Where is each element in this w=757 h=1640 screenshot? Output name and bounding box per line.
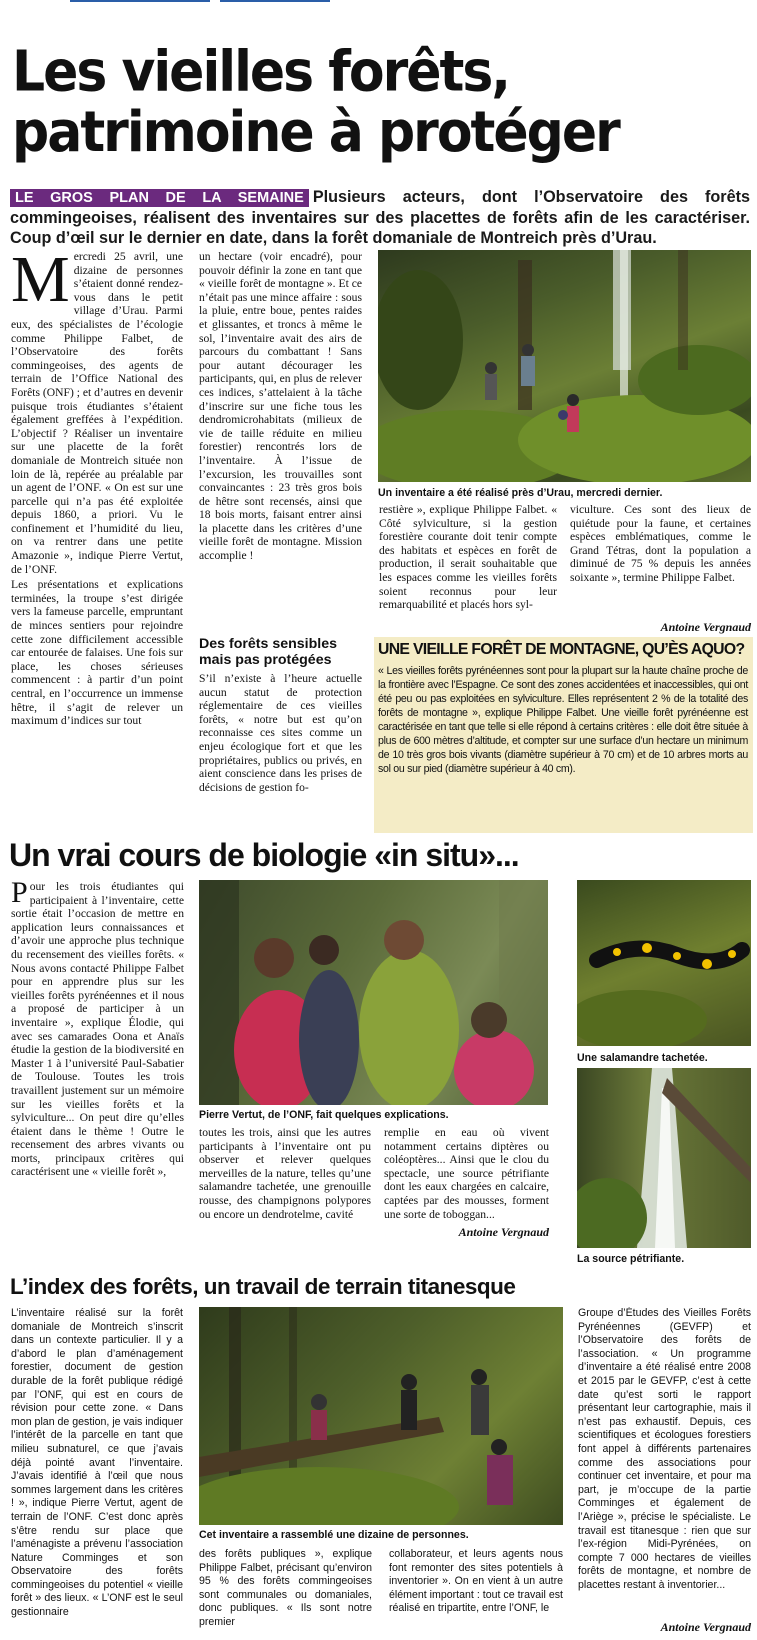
article1-col4-text: viculture. Ces sont des lieux de quiétude pour la faune, et certaines espèces emblématiques, comme le Grand Tétras, dont la population a diminué de 75 % depuis les années soixante », termine Philippe Falbet. [570,503,751,584]
petrifying-spring-illustration [577,1068,751,1248]
article1-col3-text: restière », explique Philippe Falbet. « Côté sylviculture, si la gestion forestière courante doit tenir compte des habitats et espèces en forêt de production, il serait souhaitable que les espaces comme les vieilles forêts soient reconnus pour leur remarquabilité et placés hors syl- [379,503,557,612]
article1-col2 [199,250,362,632]
article2-col2-text: toutes les trois, ainsi que les autres participants à l’inventaire ont pu observer et relever quelques merveilles de la nature, telles qu’une salamandre tachetée, une grenouille rousse, des champignons polypores ou encore un dendrotelme, cavité [199,1126,371,1221]
photo-petrifying-spring-caption: La source pétrifiante. [577,1253,685,1265]
photo-group [199,1307,563,1525]
article3-col3: collaborateur, et leurs agents nous font remonter des sites potentiels à inventorier ». On en vient à un autre élément important : tout ce travail est réalisé en tripartite, entre l’ONF, le [389,1548,563,1615]
kicker-badge: LE GROS PLAN DE LA SEMAINE [10,189,309,207]
article2-col3-text: remplie en eau où vivent notamment certains diptères ou coléoptères... Ainsi que le clou du spectacle, une source pétrifiante dont les eaux chargées en calcaire, captées par des mousses, forment une sorte de toboggan... [384,1126,549,1221]
article3-col4: Groupe d’Études des Vieilles Forêts Pyrénéennes (GEVFP) et l’Observatoire des forêts de l’association. « Un programme d’inventaire a été réalisé entre 2008 et 2015 par le GEVFP, c’est à cette date qu’est sorti le rapport présentant leur cartographie, mais il n’est pas exhaustif. Depuis, ces scientifiques et écologues forestiers font appel à différents partenaires comme des associations pour continuer cet inventaire, et pour ma part, je m’occupe de la partie Comminges et également de l’Ariège », précise le spécialiste. Le travail est titanesque : rien que sur l’ex-région Midi-Pyrénées, on compte 7 000 hectares de vieilles forêts de montagne, et nombre de placettes restant à inventorier... [578,1307,751,1591]
photo-salamander [577,880,751,1046]
article3-signature: Antoine Vergnaud [660,1620,751,1634]
headline [12,39,752,166]
article1-col2-p1: un hectare (voir encadré), pour pouvoir définir la zone en tant que « vieille forêt de montagne ». Et ce n’était pas une mince affaire : sous la pluie, entre boue, pentes raides et glissantes, et troncs à même le sol, l’inventaire avait des airs de parcours du combattant ! Sans pour autant décourager les participants, qui, en plus de relever ces indices, s’attelaient à la tâche d’inscrire sur une fiche tous les dendromicrohabitats (milieux de vie de taille réduite en milieu forestier) rencontrés lors de l’inventaire. À l’issue de l’excursion, les trouvailles sont convaincantes : 23 très gros bois de hêtre sont recensés, ainsi que 18 bois morts, faisant entrer ainsi la placette dans les critères d’une vieille forêt de montagne. Mission accomplie ! [199,250,362,563]
info-box-text: « Les vieilles forêts pyrénéennes sont pour la plupart sur la haute chaîne proche de la frontière avec l’Espagne. Ce sont des zones accidentées et inaccessibles, qui ont été peu ou pas exploitées en sylviculture. Elles représentent 2 % de la totalité des forêts de montagne », explique Philippe Falbet. Une vieille forêt pyrénéenne est caractérisée en tant que telle si elle répond à certains critères : elle doit être située à plus de 600 mètres d’altitude, et compter sur une surface d’un hectare un minimum de 10 très gros bois vivants (diamètre supérieur à 70 cm) et de 10 arbres morts au sol ou sur pied (diamètre supérieur à 40 cm). [378,665,748,775]
article2-dropcap: P [11,880,28,909]
photo-group-caption: Cet inventaire a rassemblé une dizaine de personnes. [199,1529,469,1541]
article1-col3 [379,503,557,635]
article2-col1 [11,880,184,1210]
headline-line-1: Les vieilles forêts, [12,39,510,105]
article2-col3 [384,1126,549,1222]
article3-col1: L’inventaire réalisé sur la forêt domaniale de Montreich s’inscrit dans un contexte particulier. Il y a d’abord le plan d’aménagement forestier, document de gestion durable de la forêt publique rédigé par l’ONF, qui est en cours de révision pour cette zone. « Dans mon plan de gestion, je vais indiquer l’intérêt de la parcelle en tant que milieu subnaturel, ce que j’avais déjà pointé avant l’inventaire. J’avais identifié à l’œil que nous sommes largement dans les critères ! », indique Pierre Vertut, agent de terrain de l’ONF. C’est donc après s’être rendu sur place que l’aménagiste a prévenu l’association Nature Comminges et son Observatoire des forêts commingeoises du potentiel « vieille forêt » des lieux. « L’ONF est le seul gestionnaire [11,1307,183,1619]
photo-salamander-caption: Une salamandre tachetée. [577,1052,708,1064]
article3-headline: L’index des forêts, un travail de terrain titanesque [10,1274,516,1299]
article2-col2 [199,1126,371,1246]
article1-signature: Antoine Vergnaud [660,620,751,634]
photo-forest-inventory [378,250,751,482]
top-rule-left [70,0,210,2]
article2-col1-text: our les trois étudiantes qui participaient à l’inventaire, cette sortie était l’occasion de mettre en application leurs connaissances et d’avoir une approche plus technique du recensement des vieilles forêts. « Nous avons contacté Philippe Falbet pour en apprendre plus sur les vieilles forêts pyrénéennes et il nous a proposé de participer à un inventaire », explique Élodie, qui avec ses camarades Oona et Anaïs étudie la gestion de la biodiversité en Master 1 à l’université Paul-Sabatier de Toulouse. Toutes les trois travaillent justement sur un mémoire sur les vieilles forêts et la sylviculture... On peut dire qu’elles étaient dans le thème ! Outre le recensement des arbres vivants ou morts, principaux critères qui caractérisent une « vieille forêt », [11,880,184,1179]
forest-inventory-illustration [378,250,751,482]
photo-petrifying-spring [577,1068,751,1248]
article2-signature: Antoine Vergnaud [458,1225,549,1239]
chapo [10,187,750,248]
explanations-illustration [199,880,548,1105]
article1-col2b-text: S’il n’existe à l’heure actuelle aucun statut de protection réglementaire de ces vieilles forêts, « notre but est qu’on reconnaisse ces sites comme un enjeu écologique fort et que les propriétaires, publics ou privés, en aient conscience dans les prises de décisions de gestion fo- [199,672,362,794]
article1-subhead: Des forêts sensibles mais pas protégées [199,636,337,668]
article1-col1-p2: Les présentations et explications terminées, la troupe s’est dirigée vers la fameuse parcelle, empruntant de minces sentiers pour rejoindre cette zone difficilement accessible car entourée de falaises. Une fois sur place, les choses sérieuses commencent : à partir d’un point central, en l’occurrence un immense hêtre, il s’agit de relever un maximum d’indices sur tout [11,578,183,728]
article1-col1-p1: ercredi 25 avril, une dizaine de personnes s’étaient donné rendez-vous dans le petit village d’Urau. Parmi eux, des spécialistes de l’écologie comme Philippe Falbet, de l’Observatoire des forêts commingeoises, des agents de terrain de l’Office National des Forêts (ONF) ; et d’autres en devenir puisque trois étudiantes s’étaient également greffées à l’expédition. L’objectif ? Réaliser un inventaire sur une placette de la forêt domaniale de Montreich située non loin de là, repérée au préalable par un agent de l’ONF. « On est sur une parcelle qui n’a pas été exploitée depuis 1860, a priori. Vu le confinement et l’humidité du lieu, on va rentrer dans une petite Amazonie », indique Pierre Vertut, de l’ONF. [11,250,183,576]
group-illustration [199,1307,563,1525]
article1-col2b [199,672,362,832]
info-box-title: UNE VIEILLE FORÊT DE MONTAGNE, QU’ÈS AQUO? [378,641,745,658]
article2-headline: Un vrai cours de biologie «in situ»... [9,837,519,873]
salamander-illustration [577,880,751,1046]
photo-forest-inventory-caption: Un inventaire a été réalisé près d’Urau, mercredi dernier. [378,487,663,499]
top-rule-right [220,0,330,2]
article1-col1 [11,250,183,832]
photo-explanations-caption: Pierre Vertut, de l’ONF, fait quelques explications. [199,1109,449,1121]
info-box [374,637,753,833]
article1-dropcap: M [11,250,70,316]
headline-line-2: patrimoine à protéger [12,100,619,166]
photo-explanations [199,880,548,1105]
article1-col4 [570,503,751,621]
article3-col2: des forêts publiques », explique Philippe Falbet, précisant qu’environ 95 % des forêts commingeoises sont communales ou domaniales, donc publiques. « Ils sont notre premier [199,1548,372,1628]
chapo-text: Plusieurs acteurs, dont l’Observatoire des forêts commingeoises, réalisent des inventaires sur des placettes de forêts afin de les caractériser. Coup d’œil sur le dernier en date, dans la forêt domaniale de Montreich près d’Urau. [10,188,751,247]
